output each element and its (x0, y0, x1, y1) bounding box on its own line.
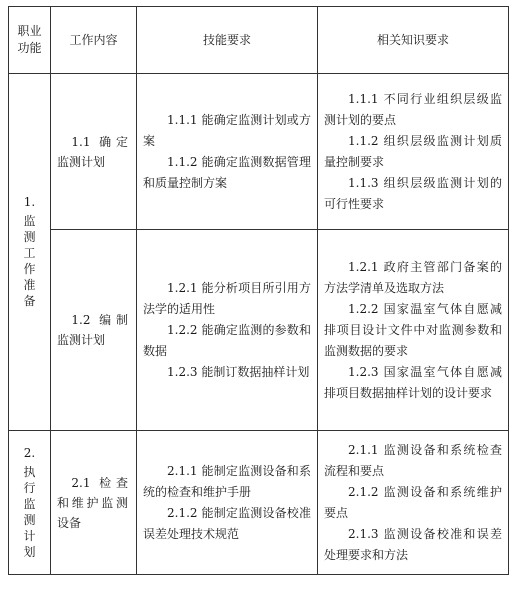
skill-cell (137, 74, 318, 230)
skill-cell (137, 431, 318, 575)
work-content-cell (51, 230, 137, 431)
skill-item: 1.2.1 能分析项目所引用方法学的适用性 (143, 280, 311, 316)
work-content-text: 2.1 检查和维护监测设备 (57, 475, 128, 530)
knowledge-item: 1.1.2 组织层级监测计划质量控制要求 (324, 133, 502, 169)
function-cell-2 (9, 431, 51, 575)
table-row (9, 431, 509, 575)
knowledge-item: 2.1.3 监测设备校准和误差处理要求和方法 (324, 526, 502, 562)
skill-item: 2.1.1 能制定监测设备和系统的检查和维护手册 (143, 463, 311, 499)
function-number: 1. (23, 195, 36, 209)
knowledge-cell (318, 230, 509, 431)
knowledge-item: 2.1.1 监测设备和系统检查流程和要点 (324, 442, 502, 478)
function-name: 执行监测计划 (23, 464, 36, 559)
header-content: 工作内容 (51, 7, 137, 74)
knowledge-cell (318, 431, 509, 575)
table-row (9, 74, 509, 230)
knowledge-item: 1.2.1 政府主管部门备案的方法学清单及选取方法 (324, 259, 502, 295)
knowledge-cell (318, 74, 509, 230)
knowledge-item: 1.2.3 国家温室气体自愿减排项目数据抽样计划的设计要求 (324, 364, 502, 400)
occupation-skill-table (8, 6, 509, 575)
skill-item: 1.2.2 能确定监测的参数和数据 (143, 322, 311, 358)
knowledge-item: 1.1.3 组织层级监测计划的可行性要求 (324, 175, 502, 211)
function-name: 监测工作准备 (23, 214, 36, 308)
knowledge-item: 1.1.1 不同行业组织层级监测计划的要点 (324, 91, 502, 127)
work-content-text: 1.1 确定监测计划 (57, 134, 128, 169)
skill-cell (137, 230, 318, 431)
skill-item: 2.1.2 能制定监测设备校准误差处理技术规范 (143, 505, 311, 541)
header-knowledge: 相关知识要求 (318, 7, 509, 74)
table-header-row (9, 7, 509, 74)
header-function: 职业功能 (9, 7, 51, 74)
function-cell-1 (9, 74, 51, 431)
table-row (9, 230, 509, 431)
work-content-text: 1.2 编制监测计划 (57, 313, 128, 347)
function-number: 2. (23, 445, 36, 460)
knowledge-item: 2.1.2 监测设备和系统维护要点 (324, 484, 502, 520)
work-content-cell (51, 74, 137, 230)
knowledge-item: 1.2.2 国家温室气体自愿减排项目设计文件中对监测参数和监测数据的要求 (324, 301, 502, 358)
skill-item: 1.1.2 能确定监测数据管理和质量控制方案 (143, 154, 311, 190)
skill-item: 1.2.3 能制订数据抽样计划 (167, 364, 310, 379)
work-content-cell (51, 431, 137, 575)
skill-item: 1.1.1 能确定监测计划或方案 (143, 112, 311, 148)
header-skill: 技能要求 (137, 7, 318, 74)
